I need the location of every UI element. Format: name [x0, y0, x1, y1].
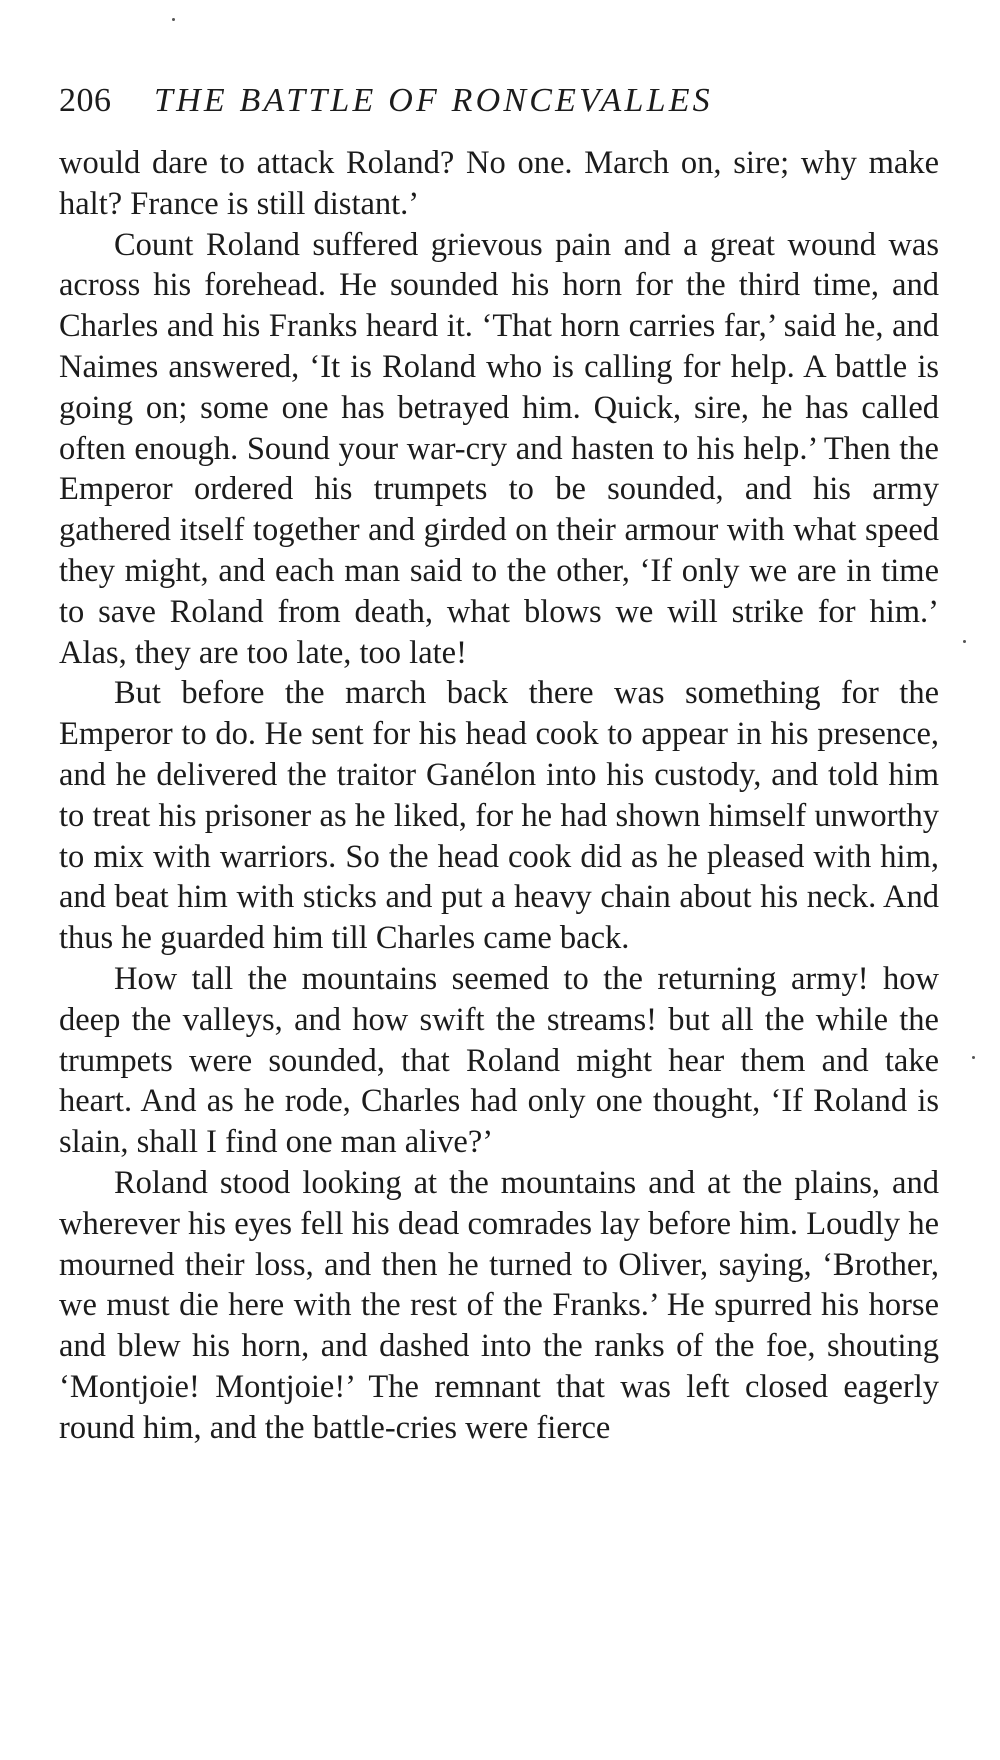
- print-speck: [172, 18, 175, 21]
- body-text: [59, 143, 939, 1449]
- running-header: [59, 78, 939, 124]
- paragraph-returning-army: How tall the mountains seemed to the returning army! how deep the valleys, and how swift the streams! but all the while the trumpets were sounded, that Roland might hear them and take heart. And as he rode, Charles had only one thought, ‘If Roland is slain, shall I find one man alive?’: [59, 960, 939, 1161]
- paragraph-ganelon-custody: But before the march back there was something for the Emperor to do. He sent for his head cook to appear in his presence, and he delivered the traitor Ganélon into his custody, and told him to treat his prisoner as he liked, for he had shown himself unworthy to mix with warriors. So the head cook did as he pleased with him, and beat him with sticks and put a heavy chain about his neck. And thus he guarded him till Charles came back.: [59, 675, 939, 957]
- paragraph-roland-sounds-horn: Count Roland suffered grievous pain and a great wound was across his forehead. He sounded his horn for the third time, and Charles and his Franks heard it. ‘That horn carries far,’ said he, and Naimes answered, ‘It is Roland who is calling for help. A battle is going on; some one has betrayed him. Quick, sire, he has called often enough. Sound your war-cry and hasten to his help.’ Then the Emperor ordered his trumpets to be sounded, and his army gathered itself together and girded on their armour with what speed they might, and each man said to the other, ‘If only we are in time to save Roland from death, what blows we will strike for him.’ Alas, they are too late, too late!: [59, 226, 939, 671]
- paragraph-roland-charges: Roland stood looking at the mountains and at the plains, and wherever his eyes fell his dead comrades lay before him. Loudly he mourned their loss, and then he turned to Oliver, saying, ‘Brother, we must die here with the rest of the Franks.’ He spurred his horse and blew his horn, and dashed into the ranks of the foe, shouting ‘Montjoie! Montjoie!’ The remnant that was left closed eagerly round him, and the battle-cries were fierce: [59, 1164, 939, 1446]
- paragraph-continuation: would dare to attack Roland? No one. March on, sire; why make halt? France is still distant.’: [59, 145, 939, 222]
- page-number: 206: [59, 82, 112, 119]
- print-speck: [963, 640, 966, 643]
- print-speck: [972, 1056, 975, 1059]
- running-title: THE BATTLE OF RONCEVALLES: [154, 82, 713, 119]
